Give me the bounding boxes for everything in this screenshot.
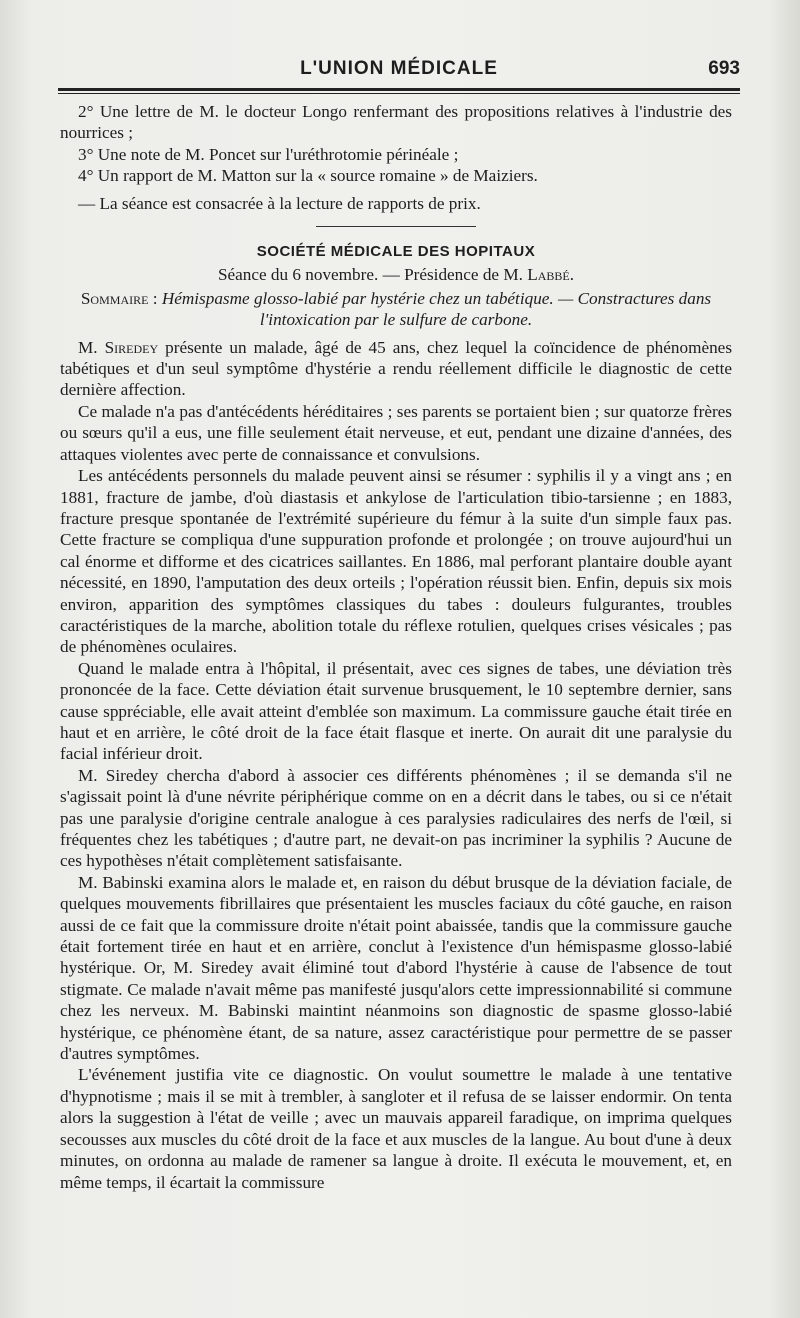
summary [60, 288, 732, 331]
paragraph [60, 337, 732, 401]
session-president: Labbé. [527, 265, 575, 285]
session-prefix: Séance du 6 novembre. — Présidence de M. [217, 265, 523, 285]
section-title: SOCIÉTÉ MÉDICALE DES HOPITAUX [256, 243, 536, 261]
paragraph: Ce malade n'a pas d'antécédents héréditaires ; ses parents se portaient bien ; sur quatorze frères ou sœurs qu'il a eus, une fille seulement était nerveuse, et eut, pendant une dizaine d'années, des attaques violentes avec perte de connaissance et convulsions. [60, 401, 732, 464]
seance-note: — La séance est consacrée à la lecture de rapports de prix. [78, 193, 481, 213]
paragraph-text: présente un malade, âgé de 45 ans, chez lequel la coïncidence de phénomènes tabétiques et d'un seul symptôme d'hystérie a rendu réellement difficile le diagnostic de cette dernière affection. [60, 337, 733, 400]
body-text [60, 101, 732, 1193]
paragraph: M. Babinski examina alors le malade et, en raison du début brusque de la déviation faciale, de quelques mouvements fibrillaires que présentaient les muscles faciaux du côté gauche, en raison aussi de ce fait que la commissure droite n'était point abaissée, tandis que la commissure gauche était fortement tirée en haut et en arrière, conclut à l'existence d'un hémispasme glosso-labié hystérique. Or, M. Siredey avait éliminé tout d'abord l'hystérie à cause de l'absence de tout stigmate. Ce malade n'avait même pas manifesté jusqu'alors cette impressionnabilité si commune chez les nerveux. M. Babinski maintint néanmoins son diagnostic de spasme glosso-labié hystérique, ce phénomène étant, de sa nature, assez caractéristique pour permettre de se passer d'autres symptômes. [60, 872, 732, 1064]
summary-label: Sommaire : [80, 288, 158, 308]
page-number: 693 [708, 58, 740, 79]
section-separator [316, 226, 476, 227]
paragraph: Quand le malade entra à l'hôpital, il présentait, avec ces signes de tabes, une déviation très prononcée de la face. Cette déviation était survenue brusquement, le 10 septembre dernier, sans cause sppréciable, elle avait atteint d'emblée son maximum. La commissure gauche était tirée en haut et en arrière, le côté droit de la face était flasque et inerte. On aurait dit une paralysie du facial inférieur droit. [60, 658, 732, 764]
summary-text: Hémispasme glosso-labié par hystérie chez un tabétique. — Constractures dans l'intoxication par le sulfure de carbone. [161, 288, 712, 330]
list-item: 4° Un rapport de M. Matton sur la « source romaine » de Maiziers. [78, 166, 538, 186]
paragraph: L'événement justifia vite ce diagnostic. On voulut soumettre le malade à une tentative d'hypnotisme ; mais il se mit à trembler, à sangloter et il refusa de se laisser endormir. On tenta alors la suggestion à l'état de veille ; avec un mauvais appareil faradique, on imprima quelques secousses aux muscles du côté droit de la face et aux muscles de la langue. Au bout d'une à deux minutes, on ordonna au malade de ramener sa langue à droite. Il exécuta le mouvement, et, en même temps, il écartait la commissure [60, 1065, 732, 1192]
paragraph: Les antécédents personnels du malade peuvent ainsi se résumer : syphilis il y a vingt ans ; en 1881, fracture de jambe, d'où diastasis et ankylose de l'articulation tibio-tarsienne ; en 1883, fracture presque spontanée de l'extrémité supérieure du fémur à la suite d'un simple faux pas. Cette fracture se compliqua d'une suppuration profonde et prolongée ; on trouve aujourd'hui un cal énorme et difforme et des cicatrices saillantes. En 1886, mal perforant plantaire double ayant nécessité, en 1890, l'amputation des deux orteils ; l'opération réussit bien. Enfin, depuis six mois environ, apparition des symptômes classiques du tabes : douleurs fulgurantes, troubles caractéristiques de la marche, abolition totale du réflexe rotulien, quelques crises vésicales ; pas de phénomènes oculaires. [60, 466, 732, 657]
page-header [58, 58, 740, 86]
list-item: 3° Une note de M. Poncet sur l'uréthrotomie périnéale ; [78, 144, 459, 164]
running-title: L'UNION MÉDICALE [300, 58, 498, 79]
header-rule [58, 88, 740, 91]
paragraph-lead: M. Siredey [78, 337, 159, 357]
list-item: 2° Une lettre de M. le docteur Longo renfermant des propositions relatives à l'industrie des nourrices ; [60, 102, 732, 143]
session-line [60, 264, 732, 285]
header-rule-thin [58, 93, 740, 94]
paragraph: M. Siredey chercha d'abord à associer ces différents phénomènes ; il se demanda s'il ne s'agissait point là d'une névrite périphérique comme on en a décrit dans le tabes, ou si ce n'était pas une paralysie d'origine centrale analogue à ces paralysies radiculaires des nerfs de l'œil, si fréquentes chez les tabétiques ; d'autre part, ne devait-on pas incriminer la syphilis ? Aucune de ces hypothèses n'était complètement satisfaisante. [60, 765, 732, 871]
